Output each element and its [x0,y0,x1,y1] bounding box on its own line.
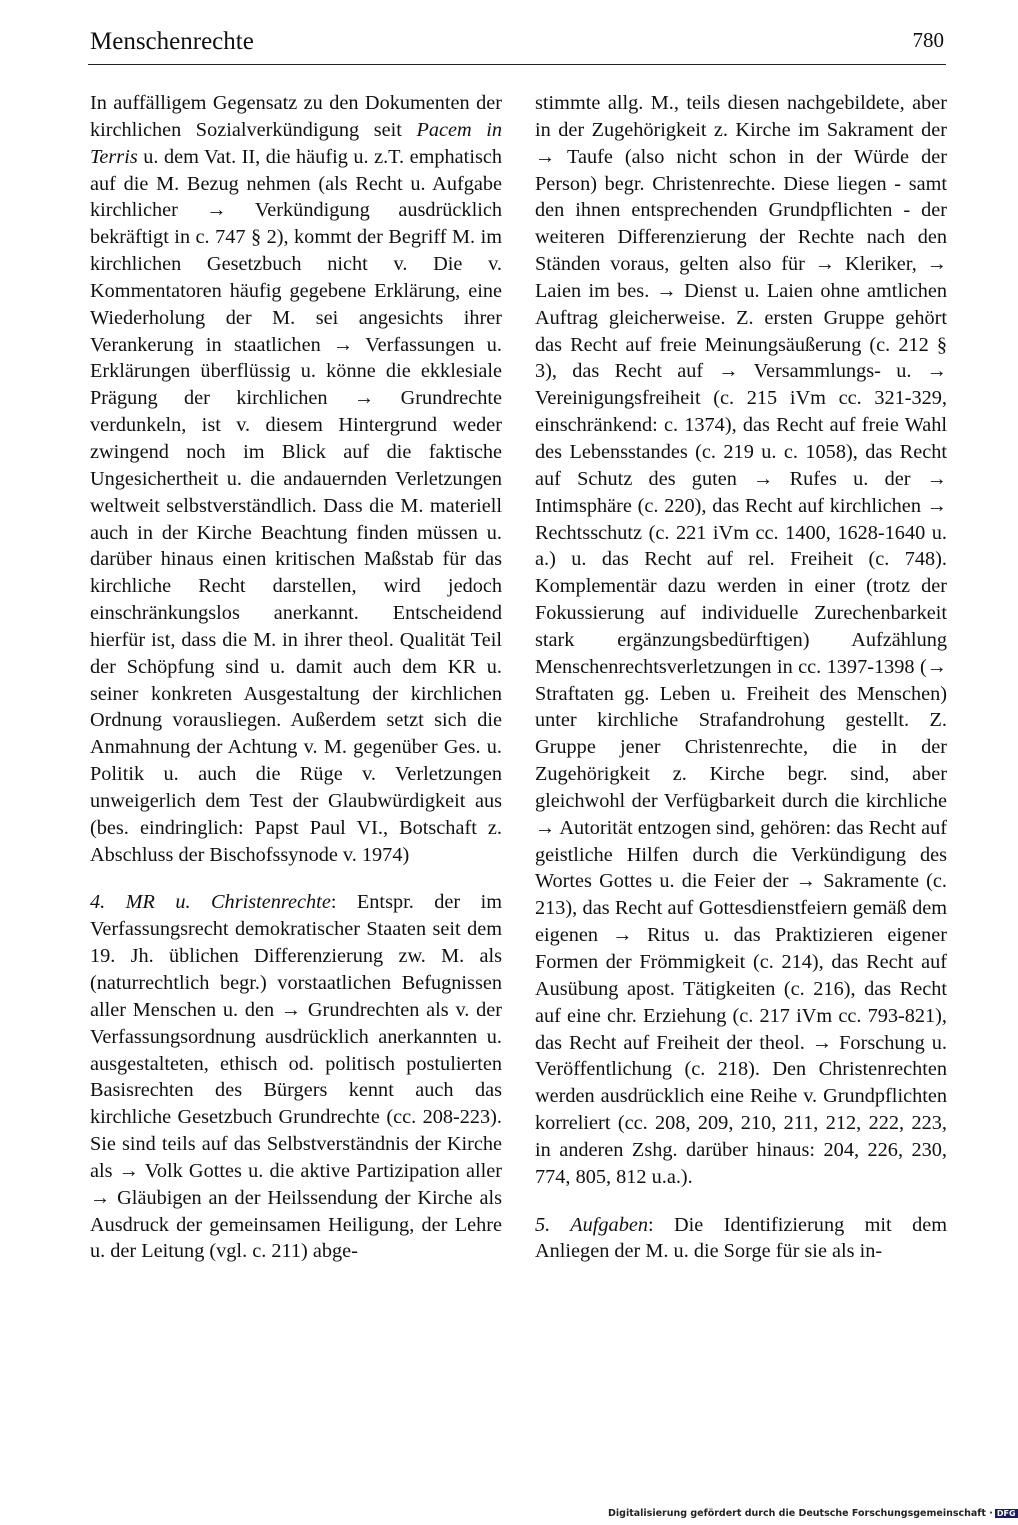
section-heading: 4. MR u. Christenrechte [90,891,331,914]
page-header [88,24,946,65]
paragraph-intro: In auffälligem Gegensatz zu den Dokumenten der kirchlichen Sozialverkündigung seit Pacem in Terris u. dem Vat. II, die häufig u. z.T. emphatisch auf die M. Bezug nehmen (als Recht u. Aufgabe kirchlicher → Verkündigung ausdrücklich bekräftigt in c. 747 § 2), kommt der Begriff M. im kirchlichen Gesetzbuch nicht v. Die v. Kommentatoren häufig gegebene Erklärung, eine Wiederholung der M. sei angesichts ihrer Verankerung in staatlichen → Verfassungen u. Erklärungen überflüssig u. könne die ekklesiale Prägung der kirchlichen → Grundrechte verdunkeln, ist v. diesem Hintergrund weder zwingend noch im Blick auf die faktische Ungesichertheit u. die andauernden Verletzungen weltweit selbstverständlich. Dass die M. materiell auch in der Kirche Beachtung finden müssen u. darüber hinaus einen kritischen Maßstab für das kirchliche Recht darstellen, wird jedoch einschränkungslos anerkannt. Entscheidend hierfür ist, dass die M. in ihrer theol. Qualität Teil der Schöpfung sind u. damit auch dem KR u. seiner konkreten Ausgestaltung der kirchlichen Ordnung vorausliegen. Außerdem setzt sich die Anmahnung der Achtung v. M. gegenüber Ges. u. Politik u. auch die Rüge v. Verletzungen unweigerlich dem Test der Glaubwürdigkeit aus (bes. eindringlich: Papst Paul VI., Botschaft z. Abschluss der Bischofssynode v. 1974) [90,92,502,866]
page-number: 780 [912,28,944,52]
digitization-credit: Digitalisierung gefördert durch die Deutsche Forschungsgemeinschaft · DFG [608,1508,1016,1519]
right-column [535,90,947,1265]
paragraph-section-5: 5. Aufgaben: Die Identifizierung mit dem Anliegen der M. u. die Sorge für sie als in- [535,1213,947,1263]
section-heading: 5. Aufgaben [535,1213,648,1236]
paragraph-section-4: 4. MR u. Christenrechte: Entspr. der im Verfassungsrecht demokratischer Staaten seit dem 19. Jh. üblichen Differenzierung zw. M. als (naturrechtlich begr.) vorstaatlichen Befugnissen aller Menschen u. den → Grundrechten als v. der Verfassungsordnung ausdrücklich anerkannten u. ausgestalteten, ethisch od. politisch postulierten Basisrechten des Bürgers kennt auch das kirchliche Gesetzbuch Grundrechte (cc. 208-223). Sie sind teils auf das Selbstverständnis der Kirche als → Volk Gottes u. die aktive Partizipation aller → Gläubigen an der Heilssendung der Kirche als Ausdruck der gemeinsamen Heiligung, der Lehre u. der Leitung (vgl. c. 211) abge- [90,891,502,1263]
paragraph-continuation: stimmte allg. M., teils diesen nachgebildete, aber in der Zugehörigkeit z. Kirche im Sakrament der → Taufe (also nicht schon in der Würde der Person) begr. Christenrechte. Diese liegen - samt den ihnen entsprechenden Grundpflichten - der weiteren Differenzierung der Rechte nach den Ständen voraus, gelten also für → Kleriker, → Laien im bes. → Dienst u. Laien ohne amtlichen Auftrag gleicherweise. Z. ersten Gruppe gehört das Recht auf freie Meinungsäußerung (c. 212 § 3), das Recht auf → Versammlungs- u. → Vereinigungsfreiheit (c. 215 iVm cc. 321-329, einschränkend: c. 1374), das Recht auf freie Wahl des Lebensstandes (c. 219 u. c. 1058), das Recht auf Schutz des guten → Rufes u. der → Intimsphäre (c. 220), das Recht auf kirchlichen → Rechtsschutz (c. 221 iVm cc. 1400, 1628-1640 u. a.) u. das Recht auf rel. Freiheit (c. 748). Komplementär dazu werden in einer (trotz der Fokussierung auf individuelle Zurechenbarkeit stark ergänzungsbedürftigen) Aufzählung Menschenrechtsverletzungen in cc. 1397-1398 (→ Straftaten gg. Leben u. Freiheit des Menschen) unter kirchliche Strafandrohung gestellt. Z. Gruppe jener Christenrechte, die in der Zugehörigkeit z. Kirche begr. sind, aber gleichwohl der Verfügbarkeit durch die kirchliche → Autorität entzogen sind, gehören: das Recht auf geistliche Hilfen durch die Verkündigung des Wortes Gottes u. die Feier der → Sakramente (c. 213), das Recht auf Gottesdienstfeiern gemäß dem eigenen → Ritus u. das Praktizieren eigener Formen der Frömmigkeit (c. 214), das Recht auf Ausübung apost. Tätigkeiten (c. 216), das Recht auf eine chr. Erziehung (c. 217 iVm cc. 793-821), das Recht auf Freiheit der theol. → Forschung u. Veröffentlichung (c. 218). Den Christenrechten werden ausdrücklich eine Reihe v. Grundpflichten korreliert (cc. 208, 209, 210, 211, 212, 222, 223, in anderen Zshg. darüber hinaus: 204, 226, 230, 774, 805, 812 u.a.). [535,92,947,1188]
left-column [90,90,502,1265]
document-title: Pacem in Terris [90,118,502,168]
dfg-logo: DFG [996,1509,1016,1518]
running-title: Menschenrechte [90,28,254,55]
